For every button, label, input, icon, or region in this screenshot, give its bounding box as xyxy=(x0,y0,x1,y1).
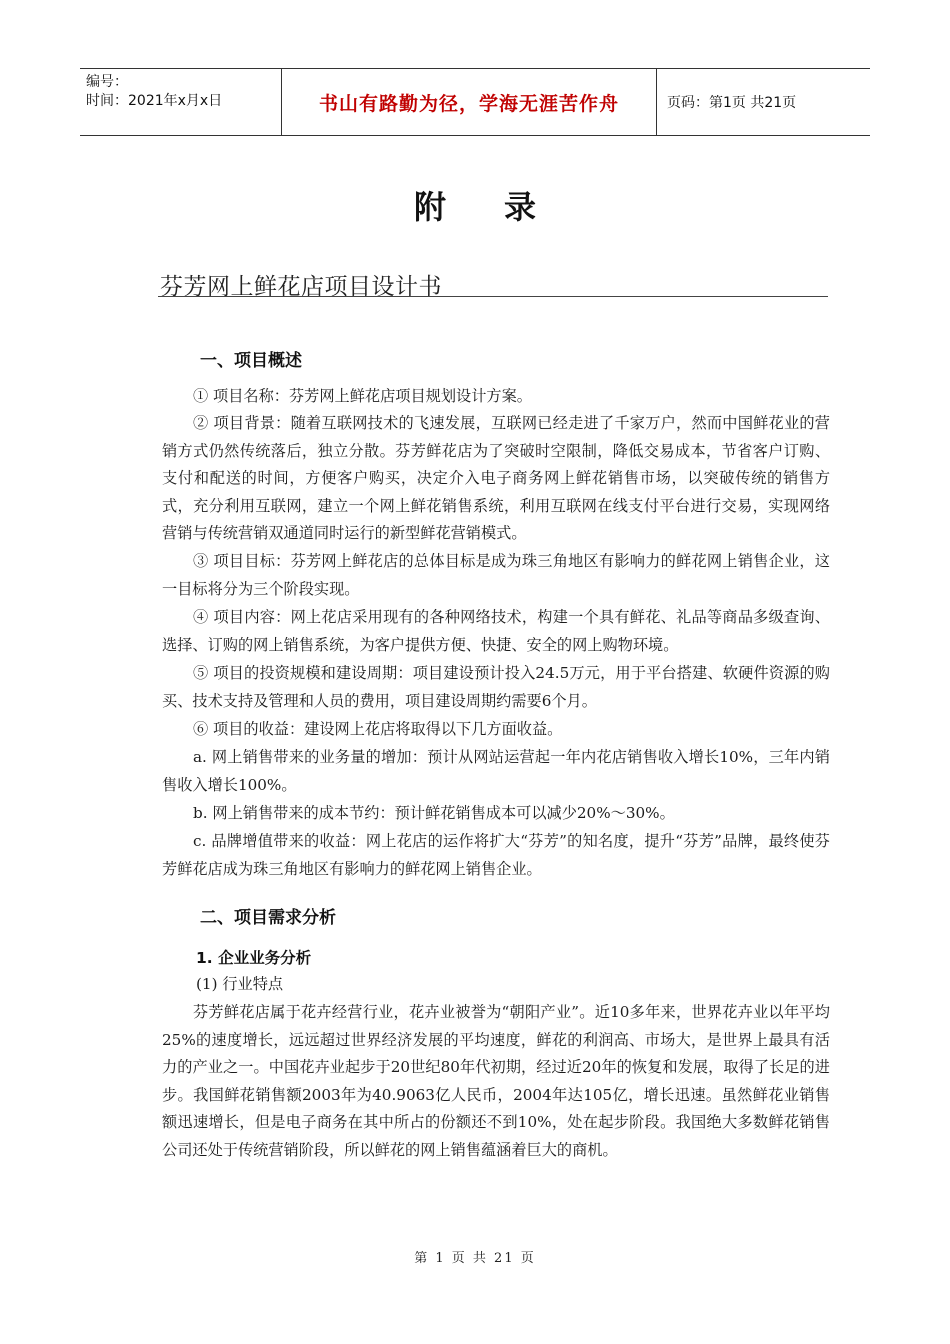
page-header xyxy=(80,68,870,136)
overview-item-name: ① 项目名称：芬芳网上鲜花店项目规划设计方案。 xyxy=(193,387,532,405)
overview-item-returns: ⑥ 项目的收益：建设网上花店将取得以下几方面收益。 xyxy=(193,720,563,738)
page-footer: 第 1 页 共 21 页 xyxy=(414,1251,536,1266)
header-motto: 书山有路勤为径，学海无涯苦作舟 xyxy=(281,69,657,135)
subsection-heading-business: 1. 企业业务分析 xyxy=(196,949,312,967)
overview-item-content: ④ 项目内容：网上花店采用现有的各种网络技术，构建一个具有鲜花、礼品等商品多级查询、选择、订购的网上销售系统，为客户提供方便、快捷、安全的网上购物环境。 xyxy=(162,608,830,654)
overview-item-background: ② 项目背景：随着互联网技术的飞速发展，互联网已经走进了千家万户，然而中国鲜花业的营销方式仍然传统落后，独立分散。芬芳鲜花店为了突破时空限制，降低交易成本，节省客户订购、支付和配送的时间，方便客户购买，决定介入电子商务网上鲜花销售市场，以突破传统的销售方式，充分利用互联网，建立一个网上鲜花销售系统，利用互联网在线支付平台进行交易，实现网络营销与传统营销双通道同时运行的新型鲜花营销模式。 xyxy=(162,414,830,542)
returns-item-a: a. 网上销售带来的业务量的增加：预计从网站运营起一年内花店销售收入增长10%，三年内销售收入增长100%。 xyxy=(162,748,830,794)
title-underline xyxy=(158,296,828,297)
returns-item-c: c. 品牌增值带来的收益：网上花店的运作将扩大“芬芳”的知名度，提升“芬芳”品牌，最终使芬芳鲜花店成为珠三角地区有影响力的鲜花网上销售企业。 xyxy=(162,832,830,878)
appendix-title: 附录 xyxy=(413,188,594,226)
industry-paragraph: 芬芳鲜花店属于花卉经营行业，花卉业被誉为“朝阳产业”。近10多年来，世界花卉业以年平均25%的速度增长，远远超过世界经济发展的平均速度，鲜花的利润高、市场大，是世界上最具有活力的产业之一。中国花卉业起步于20世纪80年代初期，经过近20年的恢复和发展，取得了长足的进步。我国鲜花销售额2003年为40.9063亿人民币，2004年达105亿，增长迅速。虽然鲜花业销售额迅速增长，但是电子商务在其中所占的份额还不到10%，处在起步阶段。我国绝大多数鲜花销售公司还处于传统营销阶段，所以鲜花的网上销售蕴涵着巨大的商机。 xyxy=(162,1003,830,1159)
section-heading-requirements: 二、项目需求分析 xyxy=(200,908,336,928)
subsection-heading-industry: (1) 行业特点 xyxy=(196,975,284,993)
section-heading-overview: 一、项目概述 xyxy=(200,351,302,371)
overview-item-investment: ⑤ 项目的投资规模和建设周期：项目建设预计投入24.5万元，用于平台搭建、软硬件资源的购买、技术支持及管理和人员的费用，项目建设周期约需要6个月。 xyxy=(162,664,830,710)
header-meta xyxy=(80,69,281,135)
document-number-label: 编号： xyxy=(86,74,128,90)
header-page-info: 页码：第1页 共21页 xyxy=(667,95,797,111)
returns-item-b: b. 网上销售带来的成本节约：预计鲜花销售成本可以减少20%～30%。 xyxy=(193,804,675,822)
overview-item-goal: ③ 项目目标：芬芳网上鲜花店的总体目标是成为珠三角地区有影响力的鲜花网上销售企业，这一目标将分为三个阶段实现。 xyxy=(162,552,830,598)
document-title: 芬芳网上鲜花店项目设计书 xyxy=(160,274,442,300)
document-time-label: 时间：2021年x月x日 xyxy=(86,93,223,109)
